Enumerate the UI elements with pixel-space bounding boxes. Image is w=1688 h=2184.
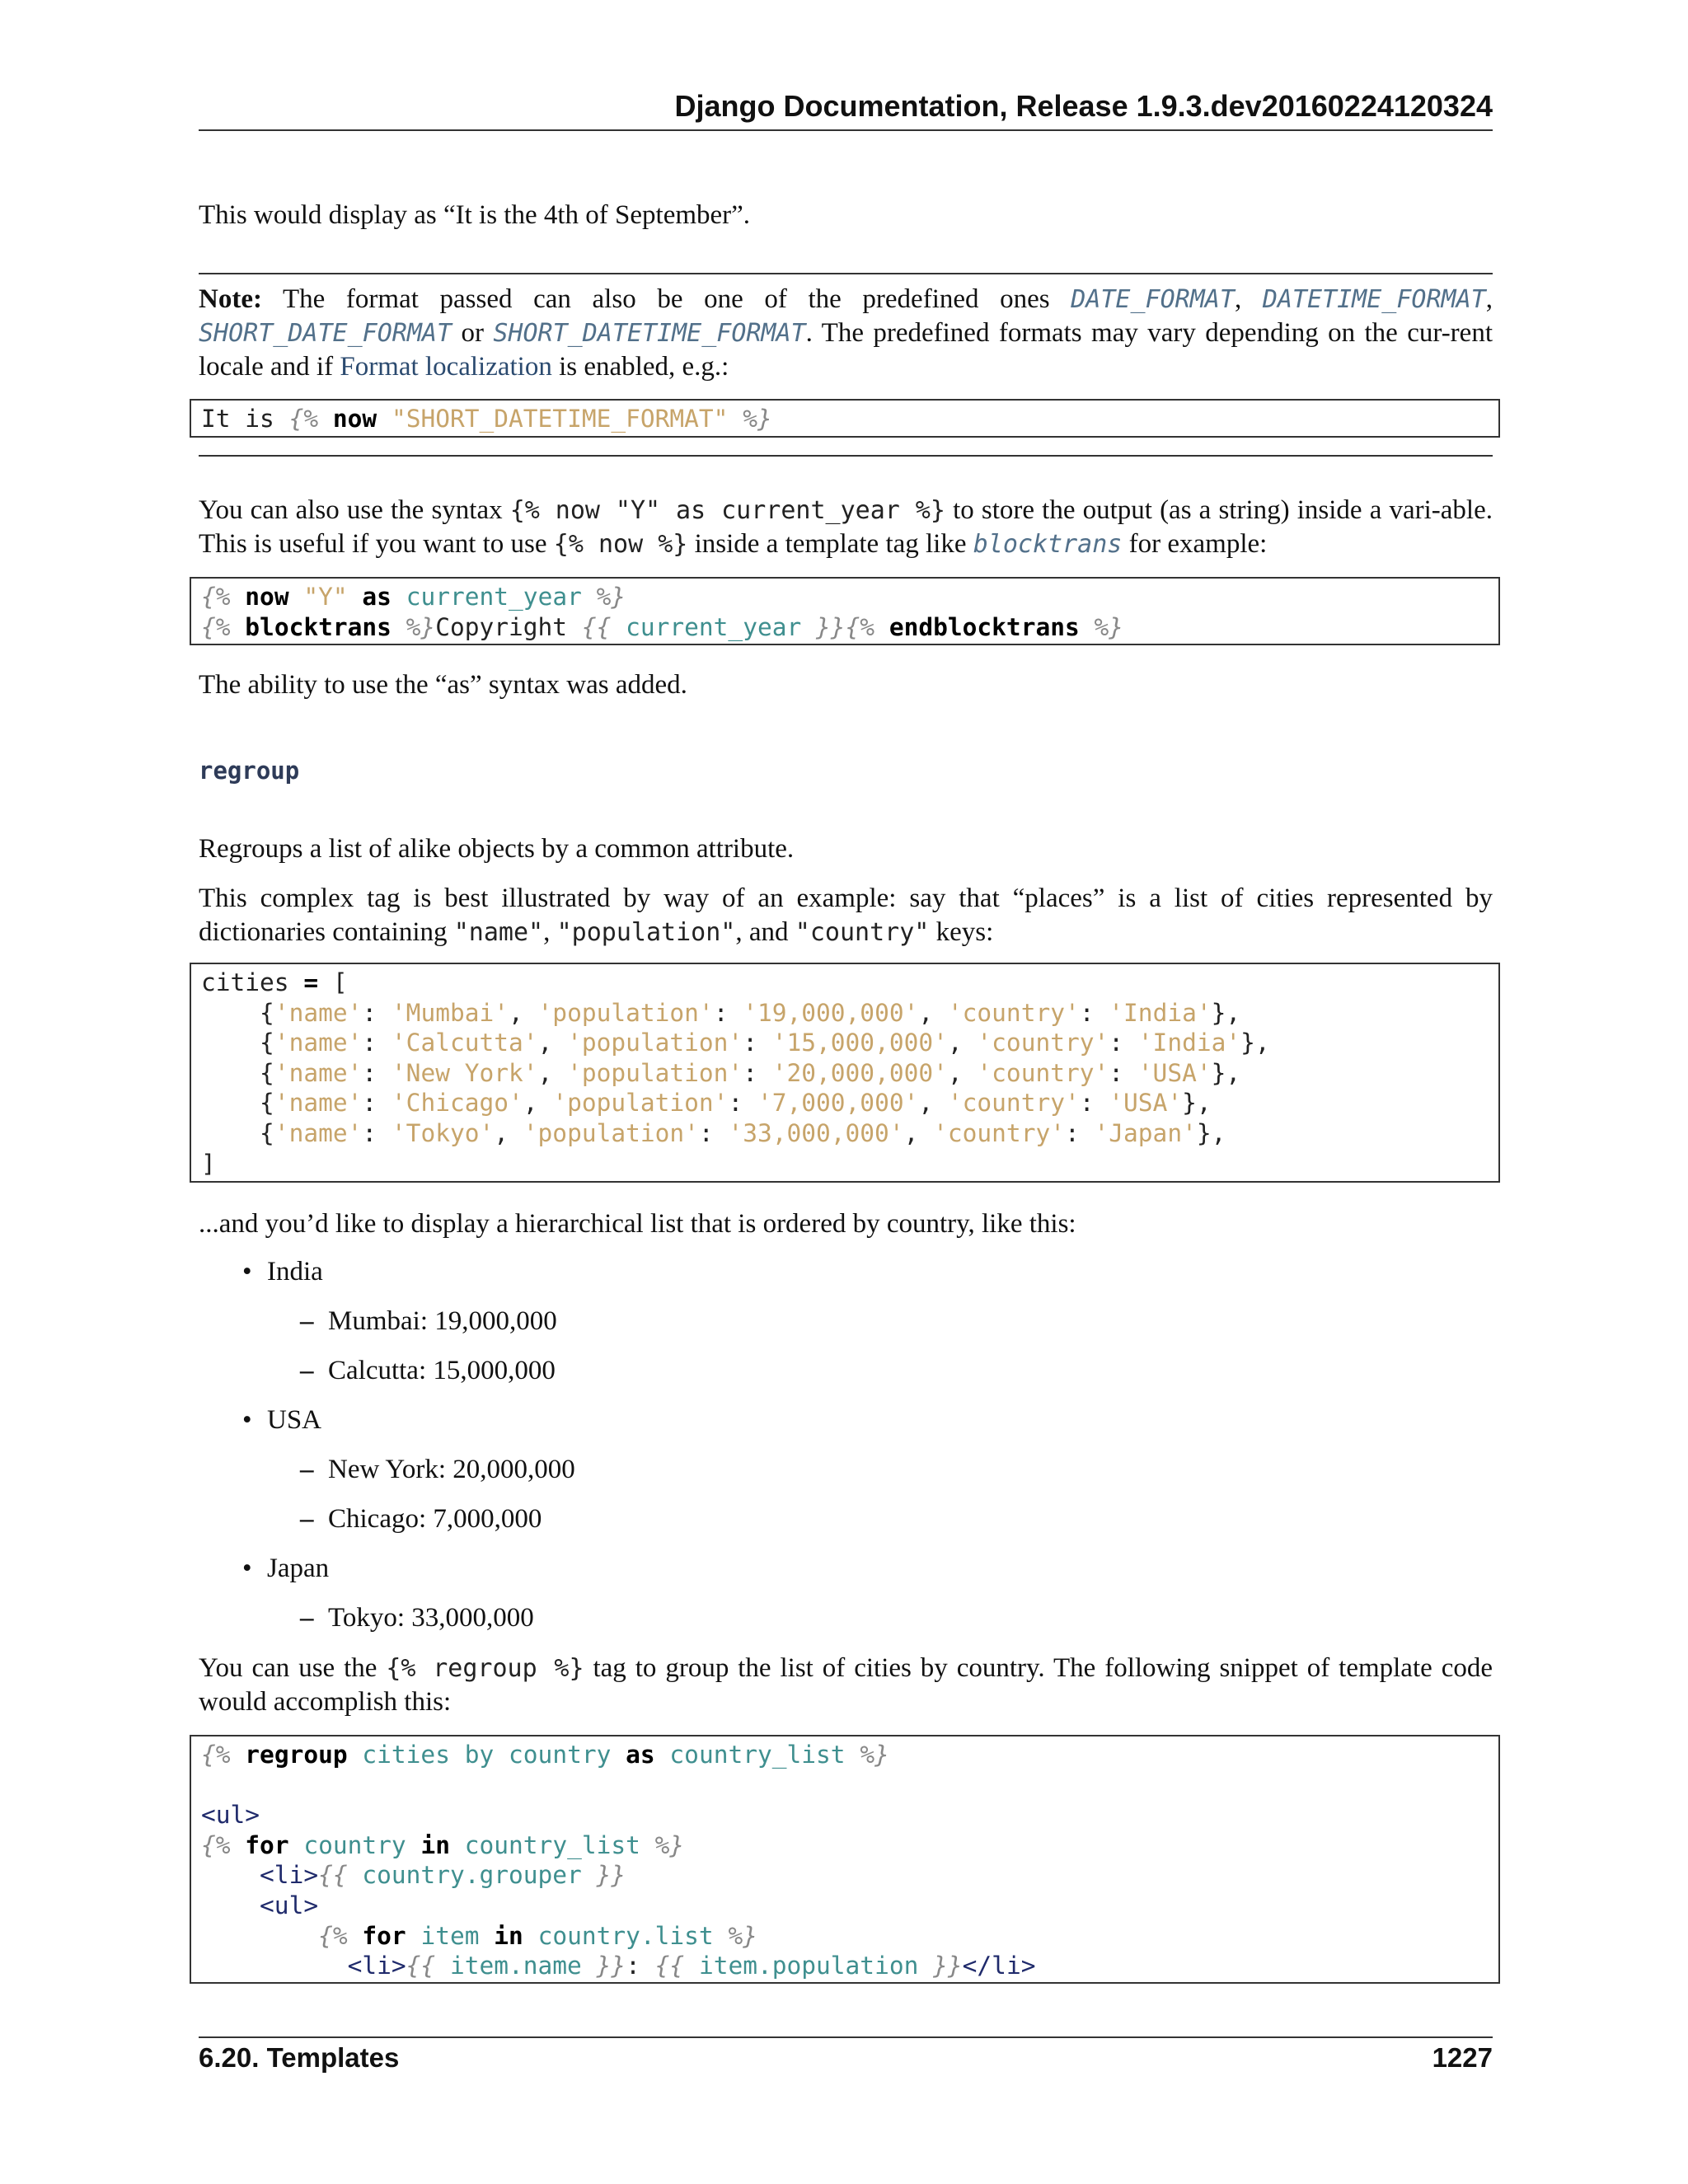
- note-bottom-rule: [199, 455, 1493, 457]
- regroup-description: Regroups a list of alike objects by a common attribute.: [199, 834, 795, 864]
- section-heading-regroup: regroup: [199, 757, 300, 785]
- regroup-example-paragraph: This complex tag is best illustrated by way of an example: say that “places” is a list of cities represented by dictionaries containing "name", "population", and "country" keys:: [199, 883, 1493, 947]
- inline-code-now-as: {% now "Y" as current_year %}: [509, 496, 945, 525]
- running-header: Django Documentation, Release 1.9.3.dev20160224120324: [674, 89, 1493, 123]
- code-block-note: It is {% now "SHORT_DATETIME_FORMAT" %}: [190, 399, 1500, 438]
- ref-date-format[interactable]: DATE_FORMAT: [1071, 285, 1235, 314]
- inline-code-now: {% now %}: [553, 530, 688, 559]
- footer-section-title: 6.20. Templates: [199, 2042, 400, 2073]
- header-rule: [199, 129, 1493, 131]
- syntax-paragraph: You can also use the syntax {% now "Y" as current_year %} to store the output (as a string) inside a vari-able. This is useful if you want to use {% now %} inside a template tag like blocktrans for example:: [199, 495, 1493, 559]
- ref-blocktrans[interactable]: blocktrans: [973, 530, 1123, 559]
- ref-short-datetime-format[interactable]: SHORT_DATETIME_FORMAT: [493, 319, 806, 348]
- list-item-tokyo: – Tokyo: 33,000,000: [300, 1603, 534, 1633]
- cities-row: {'name': 'Chicago', 'population': '7,000,000', 'country': 'USA'},: [201, 1089, 1212, 1118]
- code-block-cities: cities = [ {'name': 'Mumbai', 'population': '19,000,000', 'country': 'India'}, {'name': 'Calcutta', 'population': '15,000,000', 'country': 'India'}, {'name': 'New York', 'population': '20,000,000', 'country': 'USA'}, {'name': 'Chicago', 'population': '7,000,000', 'country': 'USA'}, {'name': 'Tokyo', 'population': '33,000,000', 'country': 'Japan'}, ]: [190, 963, 1500, 1183]
- list-item-india: • India: [242, 1257, 323, 1286]
- link-format-localization[interactable]: Format localization: [340, 352, 552, 382]
- hierarchical-intro: ...and you’d like to display a hierarchical list that is ordered by country, like this:: [199, 1209, 1076, 1239]
- ref-short-date-format[interactable]: SHORT_DATE_FORMAT: [199, 319, 452, 348]
- footer-page-number: 1227: [1432, 2042, 1493, 2073]
- cities-row: {'name': 'Mumbai', 'population': '19,000,000', 'country': 'India'},: [201, 998, 1241, 1027]
- list-item-japan: • Japan: [242, 1554, 330, 1583]
- note-top-rule: [199, 273, 1493, 274]
- inline-code-regroup: {% regroup %}: [386, 1654, 584, 1683]
- code-block-blocktrans: {% now "Y" as current_year %} {% blocktrans %}Copyright {{ current_year }}{% endblocktrans %}: [190, 577, 1500, 645]
- list-item-new-york: – New York: 20,000,000: [300, 1455, 575, 1484]
- note-label: Note:: [199, 284, 262, 314]
- note-paragraph: Note: The format passed can also be one of the predefined ones DATE_FORMAT, DATETIME_FORMAT, SHORT_DATE_FORMAT or SHORT_DATETIME_FORMAT. The predefined formats may vary depending on the cur-rent locale and if Format localization is enabled, e.g.:: [199, 284, 1493, 382]
- cities-row: {'name': 'New York', 'population': '20,000,000', 'country': 'USA'},: [201, 1058, 1241, 1087]
- footer-rule: [199, 2036, 1493, 2038]
- list-item-chicago: – Chicago: 7,000,000: [300, 1504, 542, 1534]
- intro-paragraph: This would display as “It is the 4th of September”.: [199, 200, 751, 230]
- regroup-usage-paragraph: You can use the {% regroup %} tag to group the list of cities by country. The following snippet of template code would accomplish this:: [199, 1653, 1493, 1717]
- code-block-template: {% regroup cities by country as country_list %} <ul> {% for country in country_list %} <li>{{ country.grouper }} <ul> {% for item in country.list %} <li>{{ item.name }}: {{ item.population }}</li>: [190, 1735, 1500, 1984]
- as-syntax-paragraph: The ability to use the “as” syntax was added.: [199, 670, 687, 700]
- list-item-usa: • USA: [242, 1405, 322, 1435]
- cities-row: {'name': 'Tokyo', 'population': '33,000,000', 'country': 'Japan'},: [201, 1118, 1226, 1147]
- ref-datetime-format[interactable]: DATETIME_FORMAT: [1262, 285, 1486, 314]
- list-item-mumbai: – Mumbai: 19,000,000: [300, 1306, 557, 1336]
- list-item-calcutta: – Calcutta: 15,000,000: [300, 1356, 556, 1385]
- cities-row: {'name': 'Calcutta', 'population': '15,000,000', 'country': 'India'},: [201, 1029, 1270, 1057]
